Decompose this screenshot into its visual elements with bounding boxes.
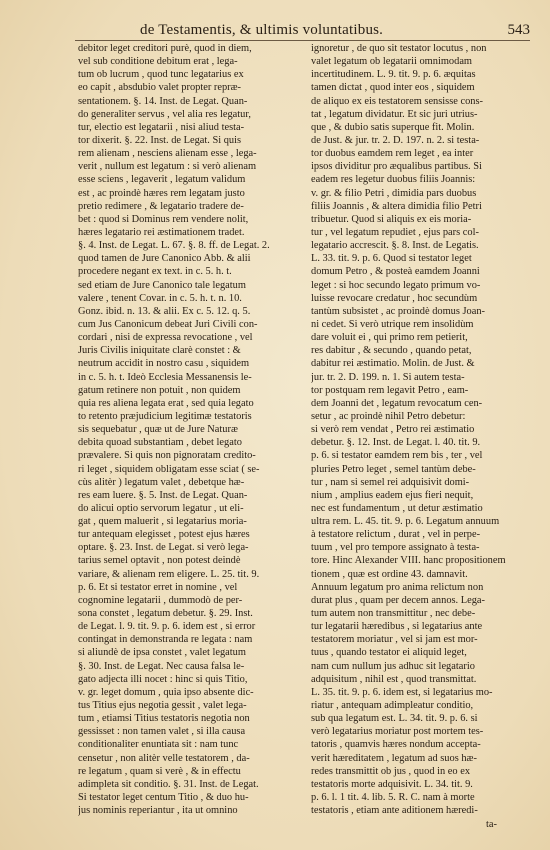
left-column-line: jus nominis reperiantur , ita ut omnino bbox=[78, 805, 238, 817]
left-column-line: pretio redimere , & legatario tradere de- bbox=[78, 200, 244, 212]
left-column-line: §. 4. Inst. de Legat. L. 67. §. 8. ff. de Legat. 2. bbox=[78, 240, 270, 252]
right-column-line: v. gr. & filio Petri , dimidia pars duobus bbox=[311, 187, 477, 199]
left-column-line: procedere negant ex text. in c. 5. h. t. bbox=[78, 266, 232, 278]
right-column-line: redes transmittit ob jus , quod in eo ex bbox=[311, 765, 471, 777]
right-column-line: ni cedet. Si verò utrique rem insolidùm bbox=[311, 318, 474, 330]
left-column-line: p. 6. Et si testator erret in nomine , vel bbox=[78, 581, 238, 593]
right-column-line: luisse revocare credatur , hoc secundùm bbox=[311, 292, 478, 304]
running-title: de Testamentis, & ultimis voluntatibus. bbox=[140, 22, 384, 38]
header-rule bbox=[75, 40, 530, 41]
left-column-line: de Legat. l. 9. tit. 9. p. 6. idem est , si error bbox=[78, 621, 256, 633]
right-column-line: tum autem non transmittitur , nec debe- bbox=[311, 608, 476, 620]
left-column-line: vel sub conditione debitum erat , lega- bbox=[78, 56, 238, 68]
right-column-line: tatoris , quamvis hæres nondum accepta- bbox=[311, 739, 481, 751]
right-column-line: ipsos dividitur pro æqualibus partibus. Si bbox=[311, 161, 482, 173]
right-column-line: L. 33. tit. 9. p. 6. Quod si testator leget bbox=[311, 253, 472, 265]
left-column-line: censetur , non alitèr velle testatorem , da- bbox=[78, 752, 250, 764]
right-column-line: que , & dubio satis superque fit. Molin. bbox=[311, 121, 475, 133]
right-column-line: testatoris , etiam ante aditionem hæredi- bbox=[311, 805, 478, 817]
left-column-line: res eam luere. §. 5. Inst. de Legat. Quan- bbox=[78, 489, 248, 501]
left-column-line: prævalere. Si quis non pignoratam credito- bbox=[78, 450, 256, 462]
left-column-line: sentationem. §. 14. Inst. de Legat. Quan- bbox=[78, 95, 248, 107]
right-column-line: p. 6. si testator eamdem rem bis , ter , vel bbox=[311, 450, 483, 462]
right-column-line: tur , vel legatum repudiet , ejus pars col- bbox=[311, 226, 479, 238]
right-column-line: pluries Petro leget , semel tantùm debe- bbox=[311, 463, 476, 475]
left-column-line: debitor leget creditori purè, quod in diem, bbox=[78, 43, 252, 54]
left-column-line: sis sequebatur , quæ ut de Jure Naturæ bbox=[78, 424, 238, 436]
left-column-line: tus Titius ejus negotia gessit , valet lega- bbox=[78, 700, 247, 712]
right-column-line: riatur , antequam adimpleatur conditio, bbox=[311, 700, 474, 712]
right-column-line: domum Petro , & posteà eamdem Joanni bbox=[311, 266, 480, 278]
right-column-line: L. 35. tit. 9. p. 6. idem est, si legatarius mo- bbox=[311, 686, 493, 698]
left-column-line: cognomine legatarii , dummodò de per- bbox=[78, 594, 243, 606]
left-column-line: in c. 5. h. t. Ideò Ecclesia Messanensis le- bbox=[78, 371, 252, 383]
right-column-line: tore. Hinc Alexander VIII. hanc propositionem bbox=[311, 555, 506, 567]
left-column-line: contingat in demonstranda re legata : nam bbox=[78, 634, 253, 646]
right-column-line: setur , ac proindè nihil Petro debetur: bbox=[311, 410, 466, 422]
left-column-line: tum ob lucrum , quod tunc legatarius ex bbox=[78, 69, 244, 81]
left-column-line: Si testator leget centum Titio , & duo hu- bbox=[78, 792, 249, 804]
left-column-line: sed etiam de Jure Canonico tale legatum bbox=[78, 279, 246, 291]
page-header bbox=[140, 22, 530, 40]
left-column-line: Gonz. ibid. n. 13. & alii. Ex c. 5. 12. q. 5. bbox=[78, 305, 251, 317]
left-column-line: tum , etiamsi Titius testatoris negotia non bbox=[78, 713, 250, 725]
right-column-line: tionem , quæ est ordine 43. damnavit. bbox=[311, 568, 468, 580]
left-column-line: cordari , nisi de expressa revocatione , vel bbox=[78, 332, 253, 344]
left-column-line: gatum retinere non potuit , non quidem bbox=[78, 384, 241, 396]
left-column-line: tur, electio est legatarii , nisi aliud testa- bbox=[78, 121, 245, 133]
right-column-line: tor duobus eamdem rem leget , ea inter bbox=[311, 148, 474, 160]
right-column-line: tantùm subsistet , ac proindè domus Joan- bbox=[311, 305, 486, 317]
left-column-line: gessisset : non tamen valet , si illa causa bbox=[78, 726, 246, 738]
right-column-line: de aliquo ex eis testatorem sensisse cons- bbox=[311, 95, 483, 107]
right-column-line: tur legatarii hæredibus , si legatarius ante bbox=[311, 621, 483, 633]
left-column-line: neutrum accidit in nostro casu , siquidem bbox=[78, 358, 250, 370]
left-column-line: cum Jus Canonicum debeat Juri Civili con- bbox=[78, 318, 258, 330]
right-column-line: legatario accrescit. §. 8. Inst. de Legatis. bbox=[311, 240, 479, 252]
right-column-line: tat , legatum dividatur. Et sic juri utrius- bbox=[311, 108, 478, 120]
left-column-line: conditionaliter enuntiata sit : nam tunc bbox=[78, 739, 239, 751]
right-column-line: res dabitur , & secundo , quando petat, bbox=[311, 345, 472, 357]
right-column-line: tuum , vel pro tempore assignato à testa- bbox=[311, 542, 480, 554]
right-column-line: de Just. & jur. tr. 2. D. 197. n. 2. si testa- bbox=[311, 134, 480, 146]
right-column-line: testatorem moriatur , vel si jam est mor- bbox=[311, 634, 478, 646]
right-column-line: adquisitum , nihil est , quod transmittat. bbox=[311, 673, 477, 685]
right-column-line: verit hæreditatem , legatum ad suos hæ- bbox=[311, 752, 477, 764]
right-column-line: ignoretur , de quo sit testator locutus , non bbox=[311, 43, 487, 54]
right-column-line: incertitudinem. L. 9. tit. 9. p. 6. æquitas bbox=[311, 69, 476, 81]
left-column-line: valere , tenent Covar. in c. 5. h. t. n. 10. bbox=[78, 292, 242, 304]
right-column-line: durat plus , quam per decem annos. Lega- bbox=[311, 594, 485, 606]
right-column-line: valet legatum ob legatarii omnimodam bbox=[311, 56, 473, 68]
left-column-line: §. 30. Inst. de Legat. Nec causa falsa le- bbox=[78, 660, 245, 672]
left-column-line: to retento præjudicium legitimæ testatoris bbox=[78, 410, 252, 422]
page-number: 543 bbox=[507, 22, 530, 38]
left-column-line: do generaliter servus , vel alia res legatur, bbox=[78, 108, 251, 120]
left-column-line: optare. §. 23. Inst. de Legat. si verò lega- bbox=[78, 542, 249, 554]
right-column-line: tur , nam si semel rei adquisivit domi- bbox=[311, 476, 470, 488]
right-column-line: sub qua legatum est. L. 34. tit. 9. p. 6. si bbox=[311, 713, 478, 725]
left-column-line: gato adjecta illi nocet : hinc si quis Titio, bbox=[78, 673, 248, 685]
left-column-line: verit , nullum est legatum : si verò alienam bbox=[78, 161, 257, 173]
right-column-line: eadem res legetur duobus filiis Joannis: bbox=[311, 174, 476, 186]
catchword: ta- bbox=[486, 819, 497, 830]
left-column-line: sona constet , legatum debetur. §. 29. Inst. bbox=[78, 608, 253, 620]
right-column-line: dare voluit ei , qui primo rem petierit, bbox=[311, 332, 468, 344]
right-column-line: tuus , quando testator ei aliquid leget, bbox=[311, 647, 467, 659]
right-column-line: p. 6. l. 1 tit. 4. lib. 5. R. C. nam à morte bbox=[311, 792, 475, 804]
right-column-line: tribuetur. Quod si aliquis ex eis moria- bbox=[311, 213, 472, 225]
right-column-line: si verò rem vendat , Petro rei æstimatio bbox=[311, 424, 475, 436]
left-column-line: eo capit , absdubio valet propter repræ- bbox=[78, 82, 242, 94]
right-column-line: dem Joanni det , legatum revocatum cen- bbox=[311, 397, 483, 409]
right-column-line: à testatore relictum , durat , vel in perpe- bbox=[311, 529, 481, 541]
left-column-line: tor dixerit. §. 22. Inst. de Legat. Si quis bbox=[78, 134, 242, 146]
left-column-line: esse sciens , legaverit , legatum validum bbox=[78, 174, 246, 186]
left-column-line: v. gr. leget domum , quia ipso absente dic- bbox=[78, 686, 254, 698]
right-column-line: debetur. §. 12. Inst. de Legat. l. 40. tit. 9. bbox=[311, 437, 481, 449]
right-column-line: tor postquam rem legavit Petro , eam- bbox=[311, 384, 469, 396]
left-column-line: hæres legatario rei æstimationem tradet. bbox=[78, 226, 245, 238]
left-column-line: tur antequam elegisset , potest ejus hæres bbox=[78, 529, 250, 541]
left-column-line: variare, & alienam rem eligere. L. 25. tit. 9. bbox=[78, 568, 260, 580]
right-column-line: dabitur rei æstimatio. Molin. de Just. & bbox=[311, 358, 475, 370]
right-column-line: tamen dictat , quod inter eos , siquidem bbox=[311, 82, 475, 94]
right-column-line: filiis Joannis , & altera dimidia filio Petri bbox=[311, 200, 482, 212]
right-column-line: verò legatarius moriatur post mortem tes- bbox=[311, 726, 484, 738]
left-column-line: gat , quem maluerit , si legatarius moria- bbox=[78, 516, 247, 528]
left-column-line: quod tamen de Jure Canonico Abb. & alii bbox=[78, 253, 251, 265]
right-column-line: leget : si hoc secundo legato primum vo- bbox=[311, 279, 481, 291]
left-column-line: debita quoad substantiam , debet legato bbox=[78, 437, 242, 449]
left-column bbox=[78, 42, 304, 817]
left-column-line: quia res aliena legata erat , sed quia legato bbox=[78, 397, 254, 409]
left-column-line: bet : quod si Dominus rem vendere nolit, bbox=[78, 213, 249, 225]
left-column-line: si aliundè de ipsa constet , valet legatum bbox=[78, 647, 246, 659]
right-column-line: Annuum legatum pro anima relictum non bbox=[311, 581, 484, 593]
left-column-line: tarius semel optavit , non potest deindè bbox=[78, 555, 241, 567]
left-column-line: Juris Civilis iniquitate clarè constet : & bbox=[78, 345, 241, 357]
right-column-line: nam cum nullum jus adhuc sit legatario bbox=[311, 660, 475, 672]
right-column-line: nium , amplius eadem ejus fieri nequit, bbox=[311, 489, 474, 501]
right-column-line: jur. tr. 2. D. 199. n. 1. Si autem testa- bbox=[311, 371, 465, 383]
right-column-line: testatoris morte adquisivit. L. 34. tit. 9. bbox=[311, 778, 473, 790]
left-column-line: ri leget , siquidem obligatam esse sciat ( se- bbox=[78, 463, 260, 475]
left-column-line: re legatum , quam si verè , & in effectu bbox=[78, 765, 241, 777]
left-column-line: cùs alitèr ) legatum valet , debetque hæ- bbox=[78, 476, 245, 488]
right-column bbox=[311, 42, 537, 817]
left-column-line: adimpleta sit conditio. §. 31. Inst. de Legat. bbox=[78, 778, 259, 790]
right-column-line: ultra rem. L. 45. tit. 9. p. 6. Legatum annuum bbox=[311, 516, 500, 528]
left-column-line: do alicui optio servorum legatur , ut eli- bbox=[78, 502, 244, 514]
left-column-line: rem alienam , nesciens alienam esse , lega- bbox=[78, 148, 257, 160]
left-column-line: est , ac proindè hæres rem legatam justo bbox=[78, 187, 245, 199]
right-column-line: nec est fundamentum , ut detur æstimatio bbox=[311, 502, 483, 514]
